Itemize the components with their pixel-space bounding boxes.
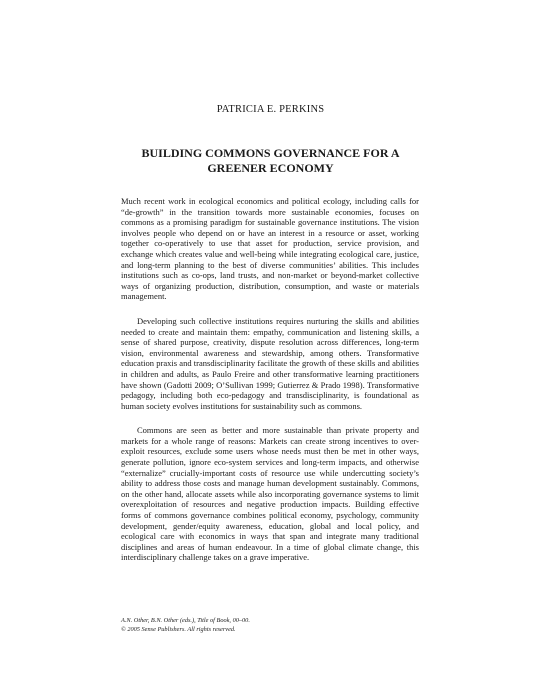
- publication-footer: [121, 617, 419, 634]
- copyright-line: © 2005 Sense Publishers. All rights reserved.: [121, 625, 236, 633]
- chapter-title-line-1: BUILDING COMMONS GOVERNANCE FOR A: [141, 146, 400, 160]
- paragraph-1: Much recent work in ecological economics and political ecology, including calls for “de-growth” in the transition towards more sustainable economies, focuses on commons as a promising paradigm for sustainable governance institutions. The vision involves people who depend on or have an interest in a resource or asset, working together co-operatively to use that asset for production, service provision, and exchange which creates value and well-being while integrating ecological care, justice, and long-term planning to the best of diverse communities’ abilities. This includes institutions such as co-ops, land trusts, and non-market or beyond-market collective ways of organizing production, distribution, consumption, and waste or materials management.: [121, 196, 419, 302]
- paragraph-3: Commons are seen as better and more sustainable than private property and markets for a whole range of reasons: Markets can create strong incentives to over-exploit resources, exclude some users whose needs must then be met in other ways, generate pollution, ignore eco-system services and long-term impacts, and otherwise “externalize” crucially-important costs of resource use while undercutting society’s ability to address those costs and manage human development sustainably. Commons, on the other hand, allocate assets while also incorporating governance systems to limit overexploitation of resources and negative production impacts. Building effective forms of commons governance combines political economy, psychology, community development, gender/equity awareness, education, global and local policy, and ecological care with economics in ways that span and integrate many traditional disciplines and areas of human endeavour. In a time of global climate change, this interdisciplinary challenge takes on a grave imperative.: [121, 425, 419, 563]
- chapter-title: [0, 146, 541, 176]
- chapter-title-line-2: GREENER ECONOMY: [207, 161, 334, 175]
- paragraph-2: Developing such collective institutions requires nurturing the skills and abilities needed to create and maintain them: empathy, communication and listening skills, a sense of shared purpose, creativity, dispute resolution across differences, long-term vision, environmental awareness and stewardship, among others. Transformative education praxis and transdisciplinarity facilitate the growth of these skills and abilities in children and adults, as Paulo Freire and other transformative learning practitioners have shown (Gadotti 2009; O’Sullivan 1999; Gutierrez & Prado 1998). Transformative pedagogy, including both eco-pedagogy and transdisciplinarity, is foundational as human society evolves institutions for sustainability such as commons.: [121, 315, 419, 411]
- body-text: [121, 196, 419, 577]
- citation-line: A.N. Other, B.N. Other (eds.), Title of Book, 00–00.: [121, 617, 250, 624]
- author-name: PATRICIA E. PERKINS: [216, 104, 325, 115]
